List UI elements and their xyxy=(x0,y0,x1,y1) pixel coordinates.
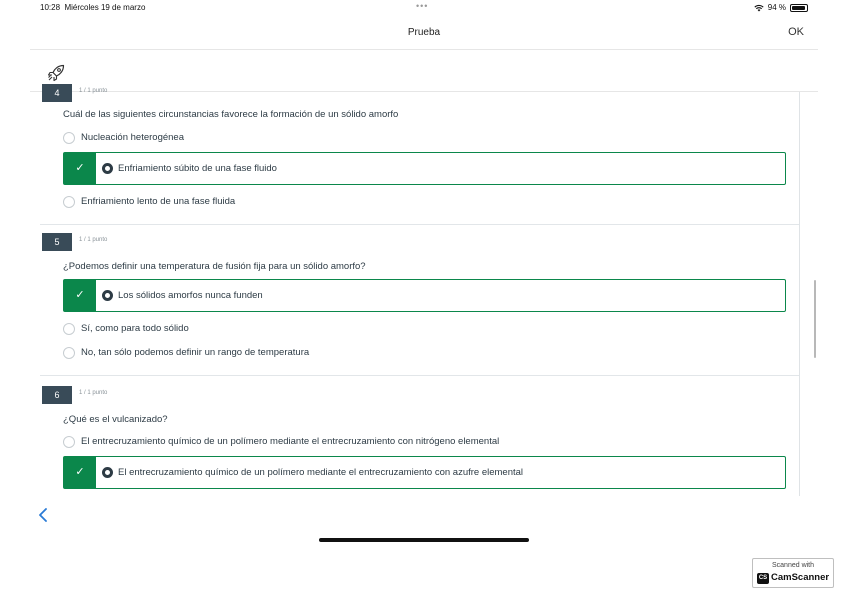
answer-label: No, tan sólo podemos definir un rango de temperatura xyxy=(81,347,310,358)
radio-button[interactable] xyxy=(63,196,75,208)
scrollbar-thumb[interactable] xyxy=(814,280,816,358)
answer-label: Sí, como para todo sólido xyxy=(81,323,189,334)
answer-label: El entrecruzamiento químico de un polímero mediante el entrecruzamiento con nitrógeno elemental xyxy=(81,436,500,447)
page-title: Prueba xyxy=(407,27,441,38)
rocket-icon[interactable] xyxy=(46,63,66,83)
answer-label: El entrecruzamiento químico de un polímero mediante el entrecruzamiento con azufre elemental xyxy=(118,467,524,478)
radio-button[interactable] xyxy=(63,323,75,335)
watermark-caption: Scanned with xyxy=(771,562,815,569)
camscanner-logo-icon: CS xyxy=(757,573,769,584)
answer-option[interactable] xyxy=(40,341,799,365)
answer-option-correct[interactable] xyxy=(63,279,786,312)
answer-option-correct[interactable] xyxy=(63,152,786,185)
watermark-brand: CamScanner xyxy=(771,572,830,583)
answer-label: Nucleación heterogénea xyxy=(81,132,184,143)
answer-option[interactable] xyxy=(40,190,799,214)
radio-button-selected[interactable] xyxy=(102,290,113,301)
question-text: ¿Qué es el vulcanizado? xyxy=(63,414,168,425)
question-header xyxy=(40,84,799,106)
question-header xyxy=(40,386,799,408)
check-icon: ✓ xyxy=(64,457,96,488)
question-text: ¿Podemos definir una temperatura de fusión fija para un sólido amorfo? xyxy=(63,261,366,272)
multitask-dots[interactable]: ••• xyxy=(416,1,429,11)
question-5 xyxy=(40,233,799,376)
radio-button-selected[interactable] xyxy=(102,163,113,174)
question-divider xyxy=(40,375,799,376)
wifi-icon xyxy=(754,4,764,12)
question-number-badge: 5 xyxy=(42,233,72,251)
nav-bar xyxy=(30,20,818,50)
camscanner-watermark xyxy=(752,558,834,588)
question-divider xyxy=(40,224,799,225)
answer-label: Enfriamiento lento de una fase fluida xyxy=(81,196,236,207)
ok-button[interactable]: OK xyxy=(788,26,804,38)
answer-label: Enfriamiento súbito de una fase fluido xyxy=(118,163,277,174)
radio-button[interactable] xyxy=(63,132,75,144)
status-indicators xyxy=(754,3,808,12)
question-points: 1 / 1 punto xyxy=(79,390,108,396)
answer-option-correct[interactable] xyxy=(63,456,786,489)
question-header xyxy=(40,233,799,255)
home-indicator[interactable] xyxy=(319,538,529,542)
question-4 xyxy=(40,84,799,225)
battery-percent: 94 % xyxy=(767,3,786,12)
answer-option[interactable] xyxy=(40,126,799,150)
answer-option[interactable] xyxy=(40,317,799,341)
question-number-badge: 6 xyxy=(42,386,72,404)
answer-label: Los sólidos amorfos nunca funden xyxy=(118,290,263,301)
question-points: 1 / 1 punto xyxy=(79,237,108,243)
question-6 xyxy=(40,386,799,489)
status-date: Miércoles 19 de marzo xyxy=(64,3,146,12)
battery-icon xyxy=(790,4,808,12)
status-bar xyxy=(0,0,848,16)
question-number-badge: 4 xyxy=(42,84,72,102)
status-time xyxy=(40,3,145,12)
question-text: Cuál de las siguientes circunstancias favorece la formación de un sólido amorfo xyxy=(63,109,399,120)
radio-button-selected[interactable] xyxy=(102,467,113,478)
radio-button[interactable] xyxy=(63,436,75,448)
back-chevron-icon[interactable] xyxy=(37,507,49,523)
radio-button[interactable] xyxy=(63,347,75,359)
check-icon: ✓ xyxy=(64,280,96,311)
answer-option[interactable] xyxy=(40,430,799,454)
status-clock: 10:28 xyxy=(40,3,61,12)
check-icon: ✓ xyxy=(64,153,96,184)
quiz-content[interactable] xyxy=(40,88,800,496)
question-points: 1 / 1 punto xyxy=(79,88,108,94)
